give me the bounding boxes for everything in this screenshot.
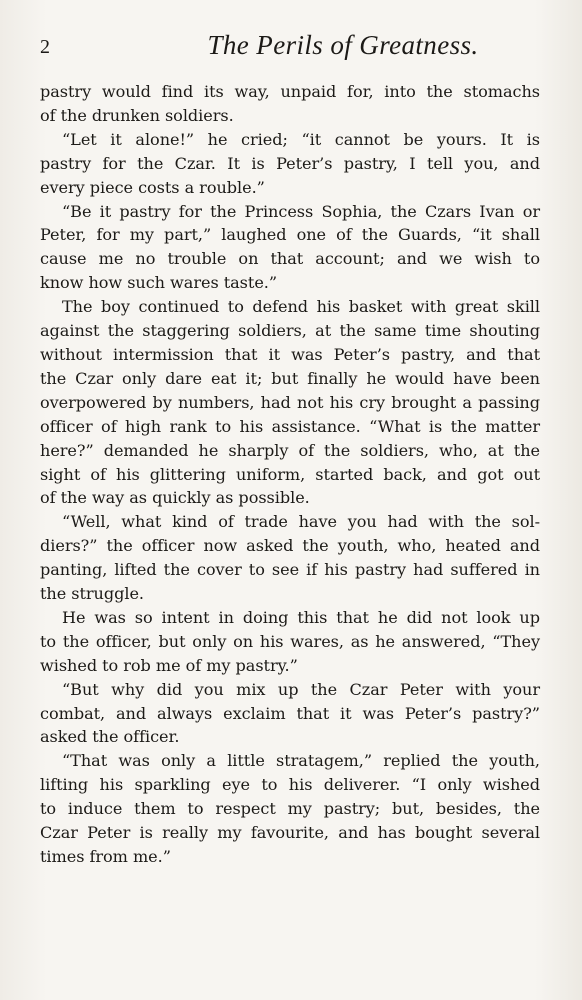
text-line: sight of his glittering uniform, started back, and got out [40, 464, 540, 484]
text-line: times from me.” [40, 847, 171, 866]
page-number: 2 [40, 36, 50, 58]
text-line: asked the officer. [40, 727, 180, 747]
text-line: “Be it pastry for the Princess Sophia, the Czars Ivan or [62, 201, 540, 221]
page-header [40, 30, 540, 62]
text-line: The boy continued to defend his basket with great skill [62, 297, 540, 317]
text-line: He was so intent in doing this that he did not look up [62, 607, 540, 627]
text-line: diers?” the officer now asked the youth, who, heated and [40, 536, 540, 556]
text-line: overpowered by numbers, had not his cry brought a passing [40, 392, 540, 412]
text-line: of the drunken soldiers. [40, 105, 234, 125]
text-line: officer of high rank to his assistance. “What is the matter [40, 416, 540, 436]
text-line: against the staggering soldiers, at the same time shouting [40, 321, 540, 341]
text-line: “Let it alone!” he cried; “it cannot be yours. It is [62, 129, 540, 149]
text-line: here?” demanded he sharply of the soldiers, who, at the [40, 440, 540, 460]
text-line: to induce them to respect my pastry; but, besides, the [40, 799, 540, 819]
text-line: without intermission that it was Peter’s pastry, and that [40, 344, 540, 364]
text-line: combat, and always exclaim that it was Peter’s pastry?” [40, 703, 540, 723]
text-line: to the officer, but only on his wares, as he answered, “They [40, 631, 540, 651]
text-line: Czar Peter is really my favourite, and has bought several [40, 823, 540, 843]
text-line: panting, lifted the cover to see if his pastry had suffered in [40, 560, 540, 580]
text-line: pastry would find its way, unpaid for, into the stomachs [40, 82, 540, 101]
text-line: “But why did you mix up the Czar Peter with your [62, 679, 540, 699]
text-line: of the way as quickly as possible. [40, 488, 310, 508]
text-line: know how such wares taste.” [40, 273, 278, 293]
text-line: “Well, what kind of trade have you had with the sol- [62, 512, 540, 532]
text-line: the Czar only dare eat it; but finally he would have been [40, 368, 540, 388]
text-line: “That was only a little stratagem,” replied the youth, [62, 751, 540, 771]
text-line: every piece costs a rouble.” [40, 177, 265, 197]
text-line: lifting his sparkling eye to his deliverer. “I only wished [40, 775, 540, 795]
text-line: pastry for the Czar. It is Peter’s pastry, I tell you, and [40, 153, 540, 173]
text-line: cause me no trouble on that account; and we wish to [40, 249, 540, 269]
body-text [40, 80, 540, 869]
running-title: The Perils of Greatness. [207, 30, 479, 60]
text-line: the struggle. [40, 584, 144, 604]
text-line: Peter, for my part,” laughed one of the Guards, “it shall [40, 225, 540, 245]
text-line: wished to rob me of my pastry.” [40, 655, 298, 675]
